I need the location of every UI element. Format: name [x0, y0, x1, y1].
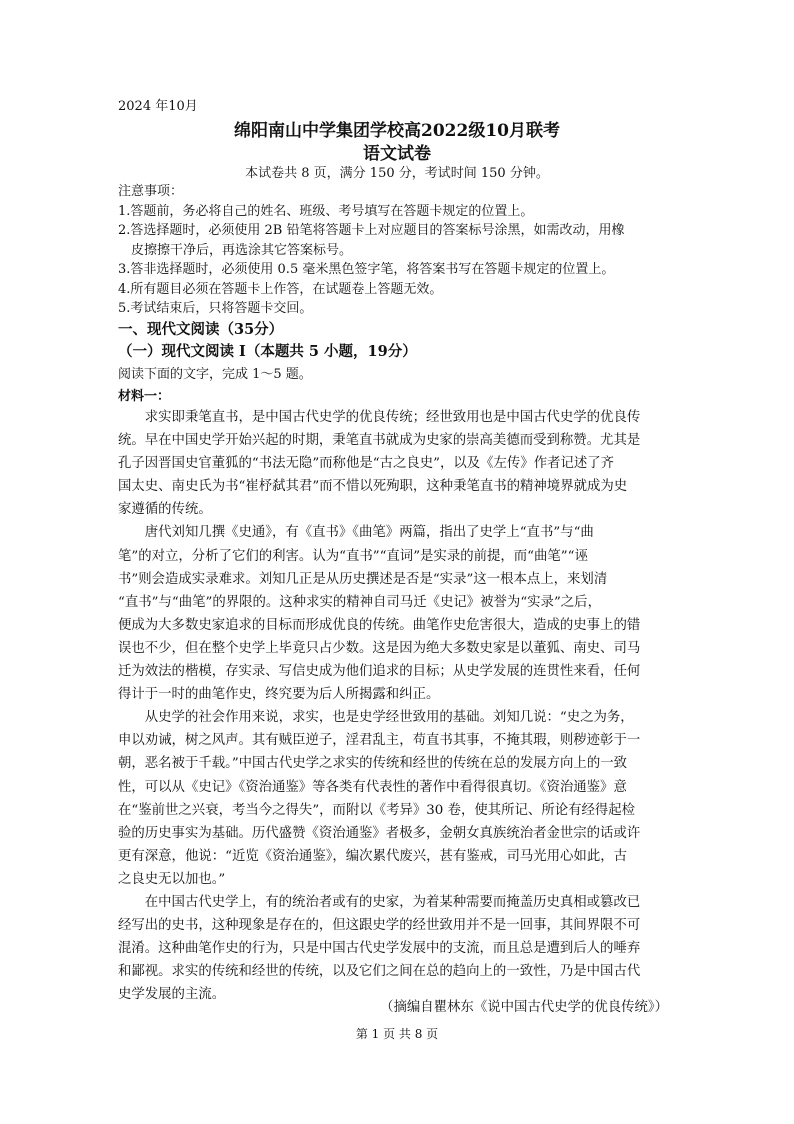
passage-line: 申以劝诫，树之风声。其有贼臣逆子，淫君乱主，苟直书其事，不掩其瑕，则秽迹彰于一	[118, 733, 641, 749]
passage-line: 家遵循的传统。	[118, 502, 212, 518]
exam-subject: 语文试卷	[363, 144, 431, 164]
passage-line: 混淆。这种曲笔作史的行为，只是中国古代史学发展中的支流，而且总是遭到后人的唾弃	[118, 941, 641, 957]
exam-notes	[118, 182, 688, 319]
passage-line: 在“鉴前世之兴衰，考当今之得失”，而附以《考异》30 卷，使其所记、所论有经得起检	[118, 802, 636, 818]
passage-line: 迁为效法的楷模，存实录、写信史成为他们追求的目标；从史学发展的连贯性来看，任何	[118, 664, 641, 680]
passage-line: 朝，恶名被于千载。”中国古代史学之求实的传统和经世的传统在总的发展方向上的一致	[118, 756, 627, 772]
notes-heading: 注意事项：	[118, 184, 184, 199]
passage-line: 国太史、南史氏为书“崔杼弑其君”而不惜以死殉职，这种秉笔直书的精神境界就成为史	[118, 479, 628, 495]
passage-line: 在中国古代史学上，有的统治者或有的史家，为着某种需要而掩盖历史真相或篡改已	[118, 894, 641, 910]
passage-line: 更有深意，他说：“近览《资治通鉴》，编次累代废兴，甚有鉴戒，司马光用心如此，古	[118, 848, 627, 864]
passage-line: “直书”与“曲笔”的界限的。这种求实的精神自司马迁《史记》被誉为“实录”之后，	[118, 594, 601, 610]
material-label: 材料一：	[118, 389, 171, 404]
passage-line: 史学发展的主流。	[118, 987, 226, 1003]
section-heading: 一、现代文阅读（35分）	[118, 321, 284, 338]
passage-line: 性，可以从《史记》《资治通鉴》等各类有代表性的著作中看得很真切。《资治通鉴》意	[118, 779, 627, 795]
passage-line: 求实即秉笔直书，是中国古代史学的优良传统；经世致用也是中国古代史学的优良传	[118, 410, 641, 425]
notes-item: 3.答非选择题时，必须使用 0.5 毫米黑色签字笔，将答案书写在答题卡规定的位置上。	[118, 262, 615, 277]
passage-line: 便成为大多数史家追求的目标而形成优良的传统。曲笔作史危害很大，造成的史事上的错	[118, 617, 641, 633]
notes-item: 1.答题前，务必将自己的姓名、班级、考号填写在答题卡规定的位置上。	[118, 203, 534, 219]
passage-line: 得计于一时的曲笔作史，终究要为后人所揭露和纠正。	[118, 687, 440, 703]
passage-line: 统。早在中国史学开始兴起的时期，秉笔直书就成为史家的崇高美德而受到称赞。尤其是	[118, 433, 641, 449]
page-footer: 第 1 页 共 8 页	[355, 1027, 439, 1041]
exam-date: 2024 年10月	[118, 99, 198, 114]
passage-line: 唐代刘知几撰《史通》，有《直书》《曲笔》两篇，指出了史学上“直书”与“曲	[118, 525, 594, 541]
passage-line: 经写出的史书，这种现象是存在的，但这跟史学的经世致用并不是一回事，其间界限不可	[118, 918, 641, 934]
passage-source: （摘编自瞿林东《说中国古代史学的优良传统》）	[380, 1000, 668, 1015]
passage-line: 之良史无以加也。”	[118, 871, 226, 887]
notes-item: 2.答选择题时，必须使用 2B 铅笔将答题卡上对应题目的答案标号涂黑，如需改动，用橡	[118, 223, 625, 238]
exam-title: 绵阳南山中学集团学校高2022级10月联考	[234, 121, 560, 141]
passage-line: 书”则会造成实录难求。刘知几正是从历史撰述是否是“实录”这一根本点上，来划清	[118, 571, 608, 587]
passage-line: 误也不少，但在整个史学上毕竟只占少数。这是因为绝大多数史家是以董狐、南史、司马	[118, 640, 641, 656]
section-sub-heading: （一）现代文阅读 I（本题共 5 小题，19分）	[118, 343, 417, 360]
passage-line: 和鄙视。求实的传统和经世的传统，以及它们之间在总的趋向上的一致性，乃是中国古代	[118, 964, 641, 980]
exam-info: 本试卷共 8 页，满分 150 分，考试时间 150 分钟。	[245, 166, 549, 181]
notes-item: 皮擦擦干净后，再选涂其它答案标号。	[131, 242, 353, 258]
passage-line: 从史学的社会作用来说，求实，也是史学经世致用的基础。刘知几说：“史之为务，	[118, 710, 634, 726]
passage-text	[118, 406, 684, 1006]
section-instruction: 阅读下面的文字，完成 1～5 题。	[118, 367, 312, 382]
passage-line: 笔”的对立，分析了它们的利害。认为“直书”“直词”是实录的前提，而“曲笔”“诬	[118, 548, 588, 564]
notes-item: 5.考试结束后，只将答题卡交回。	[118, 301, 313, 316]
passage-line: 孔子因晋国史官董狐的“书法无隐”而称他是“古之良史”，以及《左传》作者记述了齐	[118, 456, 615, 472]
passage-line: 验的历史事实为基础。历代盛赞《资治通鉴》者极多，金朝女真族统治者金世宗的话或许	[118, 825, 641, 841]
notes-item: 4.所有题目必须在答题卡上作答，在试题卷上答题无效。	[118, 281, 443, 297]
